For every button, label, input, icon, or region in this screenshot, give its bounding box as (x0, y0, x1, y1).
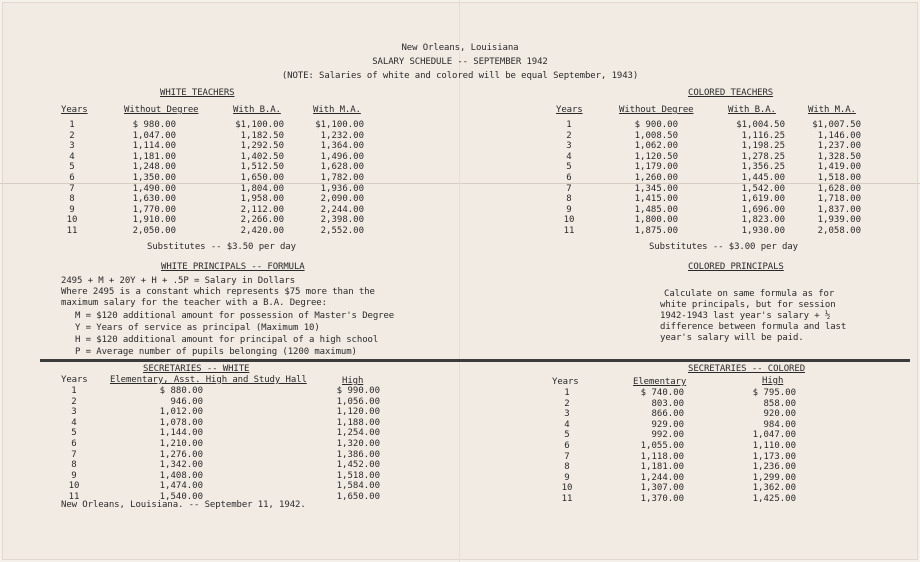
table-cell: 1,402.50 (240, 151, 284, 162)
table-cell: 6 (564, 440, 570, 451)
table-cell: 920.00 (763, 409, 796, 420)
table-cell: 2,420.00 (240, 225, 284, 236)
table-cell: 1,542.00 (741, 183, 785, 194)
table-cell: 1,260.00 (634, 172, 678, 183)
header-title: SALARY SCHEDULE -- SEPTEMBER 1942 (372, 57, 548, 67)
table-cell: 2,058.00 (817, 225, 861, 236)
table-cell: 10 (561, 483, 573, 494)
table-cell: 1,419.00 (817, 162, 861, 173)
table-cell: 1,628.00 (817, 183, 861, 194)
white-teachers-col-ba: With B.A. (233, 105, 281, 115)
table-cell: 1,628.00 (320, 162, 364, 173)
colored-teachers-with-ma (807, 120, 861, 237)
table-cell: 1,342.00 (159, 460, 203, 471)
table-cell: 3 (69, 141, 75, 152)
white-secretaries-high (326, 386, 380, 503)
table-cell: $1,100.00 (315, 120, 364, 130)
white-teachers-with-ma (308, 120, 364, 237)
colored-secretaries-high (744, 388, 796, 505)
white-principals-formula: 2495 + M + 20Y + H + .5P = Salary in Dollars (61, 276, 296, 286)
white-principals-y: Y = Years of service as principal (Maximum 10) (75, 323, 320, 333)
white-teachers-years (62, 120, 82, 237)
table-cell: 1,120.00 (336, 407, 380, 418)
table-cell: 1,047.00 (132, 130, 176, 141)
table-cell: 5 (566, 162, 572, 173)
table-cell: 1,278.25 (741, 151, 785, 162)
table-cell: $1,004.50 (736, 120, 785, 130)
table-cell: 1,232.00 (320, 130, 364, 141)
table-cell: 1,181.00 (132, 151, 176, 162)
table-cell: 1,875.00 (634, 225, 678, 236)
table-cell: 2,050.00 (132, 225, 176, 236)
table-cell: 1,236.00 (752, 462, 796, 473)
table-cell: 6 (69, 172, 75, 183)
table-cell: 1,930.00 (741, 225, 785, 236)
white-principals-h: H = $120 additional amount for principal of a high school (75, 335, 379, 345)
table-cell: 1,210.00 (159, 438, 203, 449)
table-cell: 1,292.50 (240, 141, 284, 152)
table-cell: 2,090.00 (320, 194, 364, 205)
table-cell: 1,116.25 (741, 130, 785, 141)
table-cell: 1,823.00 (741, 215, 785, 226)
white-secretaries-col-high: High (342, 376, 364, 386)
table-cell: 1,114.00 (132, 141, 176, 152)
fold-line-center (459, 0, 460, 562)
table-cell: 1,362.00 (752, 483, 796, 494)
table-cell: 1,512.50 (240, 162, 284, 173)
table-cell: 10 (563, 215, 575, 226)
table-cell: 5 (69, 162, 75, 173)
colored-teachers-col-years: Years (556, 105, 583, 115)
table-cell: 1,452.00 (336, 460, 380, 471)
table-cell: 7 (564, 451, 570, 462)
table-cell: $1,007.50 (812, 120, 861, 130)
table-cell: 1,008.50 (634, 130, 678, 141)
table-cell: 1,696.00 (741, 204, 785, 215)
table-cell: 1,120.50 (634, 151, 678, 162)
table-cell: 1 (71, 386, 77, 396)
table-cell: 2,112.00 (240, 204, 284, 215)
colored-secretaries-years (556, 388, 578, 505)
header-note: (NOTE: Salaries of white and colored will be equal September, 1943) (281, 71, 639, 81)
table-cell: $ 740.00 (640, 388, 684, 398)
table-cell: 1,237.00 (817, 141, 861, 152)
table-cell: 1,415.00 (634, 194, 678, 205)
table-cell: 3 (566, 141, 572, 152)
table-cell: 1 (564, 388, 570, 398)
table-cell: 1,012.00 (159, 407, 203, 418)
white-teachers-col-ma: With M.A. (313, 105, 361, 115)
table-cell: 1,770.00 (132, 204, 176, 215)
white-teachers-heading: WHITE TEACHERS (160, 88, 235, 98)
table-cell: $ 980.00 (132, 120, 176, 130)
table-cell: 6 (71, 438, 77, 449)
colored-teachers-heading: COLORED TEACHERS (688, 88, 774, 98)
table-cell: 1,055.00 (640, 440, 684, 451)
table-cell: 7 (69, 183, 75, 194)
colored-principals-line-3: 1942-1943 last year's salary + ½ (660, 311, 831, 321)
table-cell: 1,118.00 (640, 451, 684, 462)
table-cell: 1,299.00 (752, 472, 796, 483)
table-cell: 2,552.00 (320, 225, 364, 236)
table-cell: 1 (69, 120, 75, 130)
table-cell: 1,276.00 (159, 449, 203, 460)
colored-secretaries-col-years: Years (552, 377, 579, 387)
white-secretaries-years (63, 386, 85, 503)
table-cell: 1,047.00 (752, 430, 796, 441)
table-cell: 1,910.00 (132, 215, 176, 226)
colored-principals-line-2: white principals, but for session (660, 300, 836, 310)
table-cell: 1,490.00 (132, 183, 176, 194)
table-cell: $ 990.00 (336, 386, 380, 396)
table-cell: $1,100.00 (235, 120, 284, 130)
table-cell: 1,062.00 (634, 141, 678, 152)
table-cell: 1,356.25 (741, 162, 785, 173)
table-cell: 858.00 (763, 398, 796, 409)
section-divider (40, 359, 910, 362)
table-cell: 1,181.00 (640, 462, 684, 473)
table-cell: 1,110.00 (752, 440, 796, 451)
white-principals-m: M = $120 additional amount for possession of Master's Degree (75, 311, 395, 321)
table-cell: 1,584.00 (336, 481, 380, 492)
table-cell: 4 (71, 417, 77, 428)
table-cell: 11 (66, 225, 78, 236)
table-cell: 2,266.00 (240, 215, 284, 226)
white-secretaries-col-years: Years (61, 375, 88, 385)
colored-secretaries-heading: SECRETARIES -- COLORED (688, 364, 806, 374)
table-cell: 1,445.00 (741, 172, 785, 183)
colored-principals-line-1: Calculate on same formula as for (664, 289, 835, 299)
table-cell: 1,936.00 (320, 183, 364, 194)
table-cell: 2 (69, 130, 75, 141)
table-cell: 1,056.00 (336, 396, 380, 407)
table-cell: 1,350.00 (132, 172, 176, 183)
table-cell: 1,958.00 (240, 194, 284, 205)
white-principals-desc-2: maximum salary for the teacher with a B.A. Degree: (61, 298, 327, 308)
table-cell: 1,307.00 (640, 483, 684, 494)
table-cell: $ 880.00 (159, 386, 203, 396)
table-cell: 946.00 (170, 396, 203, 407)
white-teachers-with-ba (226, 120, 284, 237)
white-principals-p: P = Average number of pupils belonging (1200 maximum) (75, 347, 357, 357)
colored-teachers-col-ba: With B.A. (728, 105, 776, 115)
table-cell: 1,182.50 (240, 130, 284, 141)
table-cell: 1,345.00 (634, 183, 678, 194)
table-cell: 1,254.00 (336, 428, 380, 439)
table-cell: 1,800.00 (634, 215, 678, 226)
table-cell: 1,320.00 (336, 438, 380, 449)
table-cell: 1,146.00 (817, 130, 861, 141)
colored-teachers-col-ma: With M.A. (808, 105, 856, 115)
colored-secretaries-col-elem: Elementary (633, 377, 687, 387)
footer-signature: New Orleans, Louisiana. -- September 11, 1942. (61, 500, 306, 510)
table-cell: 1,370.00 (640, 493, 684, 504)
colored-principals-heading: COLORED PRINCIPALS (688, 262, 784, 272)
table-cell: 10 (66, 215, 78, 226)
colored-substitutes: Substitutes -- $3.00 per day (649, 242, 798, 252)
header-city: New Orleans, Louisiana (401, 43, 519, 53)
colored-teachers-years (559, 120, 579, 237)
table-cell: 8 (69, 194, 75, 205)
table-cell: 4 (69, 151, 75, 162)
table-cell: 1 (566, 120, 572, 130)
table-cell: 1,485.00 (634, 204, 678, 215)
table-cell: 9 (71, 470, 77, 481)
table-cell: 6 (566, 172, 572, 183)
table-cell: 2 (71, 396, 77, 407)
table-cell: 803.00 (651, 398, 684, 409)
table-cell: 1,328.50 (817, 151, 861, 162)
white-principals-heading: WHITE PRINCIPALS -- FORMULA (161, 262, 305, 272)
table-cell: 7 (71, 449, 77, 460)
table-cell: 11 (561, 493, 573, 504)
table-cell: 10 (68, 481, 80, 492)
table-cell: 8 (71, 460, 77, 471)
colored-teachers-without-degree (616, 120, 678, 237)
table-cell: 984.00 (763, 419, 796, 430)
white-principals-desc-1: Where 2495 is a constant which represents $75 more than the (61, 287, 375, 297)
table-cell: 7 (566, 183, 572, 194)
table-cell: 2,398.00 (320, 215, 364, 226)
white-secretaries-heading: SECRETARIES -- WHITE (143, 364, 250, 374)
table-cell: 1,630.00 (132, 194, 176, 205)
table-cell: 4 (566, 151, 572, 162)
table-cell: 3 (564, 409, 570, 420)
table-cell: 1,650.00 (336, 491, 380, 502)
table-cell: 1,386.00 (336, 449, 380, 460)
colored-teachers-with-ba (727, 120, 785, 237)
colored-teachers-col-without: Without Degree (619, 105, 694, 115)
table-cell: 1,782.00 (320, 172, 364, 183)
colored-principals-line-5: year's salary will be paid. (660, 333, 804, 343)
white-teachers-without-degree (112, 120, 176, 237)
table-cell: 1,179.00 (634, 162, 678, 173)
table-cell: 929.00 (651, 419, 684, 430)
table-cell: 11 (68, 491, 80, 502)
table-cell: 9 (69, 204, 75, 215)
table-cell: 1,718.00 (817, 194, 861, 205)
table-cell: 11 (563, 225, 575, 236)
table-cell: 1,188.00 (336, 417, 380, 428)
table-cell: 2 (566, 130, 572, 141)
table-cell: 1,078.00 (159, 417, 203, 428)
table-cell: 1,173.00 (752, 451, 796, 462)
white-secretaries-elementary (150, 386, 203, 503)
table-cell: 2 (564, 398, 570, 409)
colored-principals-line-4: difference between formula and last (660, 322, 847, 332)
table-cell: 1,518.00 (817, 172, 861, 183)
table-cell: 9 (566, 204, 572, 215)
table-cell: 1,804.00 (240, 183, 284, 194)
table-cell: 1,248.00 (132, 162, 176, 173)
table-cell: 4 (564, 419, 570, 430)
table-cell: 1,198.25 (741, 141, 785, 152)
table-cell: $ 900.00 (634, 120, 678, 130)
table-cell: 5 (564, 430, 570, 441)
table-cell: 1,496.00 (320, 151, 364, 162)
white-teachers-col-without: Without Degree (124, 105, 199, 115)
table-cell: 3 (71, 407, 77, 418)
table-cell: 1,837.00 (817, 204, 861, 215)
table-cell: 8 (564, 462, 570, 473)
table-cell: 1,518.00 (336, 470, 380, 481)
table-cell: 8 (566, 194, 572, 205)
table-cell: 2,244.00 (320, 204, 364, 215)
white-teachers-col-years: Years (61, 105, 88, 115)
table-cell: 1,540.00 (159, 491, 203, 502)
table-cell: 1,425.00 (752, 493, 796, 504)
table-cell: 1,244.00 (640, 472, 684, 483)
table-cell: 1,474.00 (159, 481, 203, 492)
colored-secretaries-elementary (634, 388, 684, 505)
table-cell: 1,364.00 (320, 141, 364, 152)
table-cell: 9 (564, 472, 570, 483)
table-cell: 1,408.00 (159, 470, 203, 481)
table-cell: 992.00 (651, 430, 684, 441)
colored-secretaries-col-high: High (762, 376, 784, 386)
white-substitutes: Substitutes -- $3.50 per day (147, 242, 296, 252)
white-secretaries-col-elem: Elementary, Asst. High and Study Hall (110, 375, 307, 385)
table-cell: 1,650.00 (240, 172, 284, 183)
table-cell: $ 795.00 (752, 388, 796, 398)
table-cell: 5 (71, 428, 77, 439)
table-cell: 1,144.00 (159, 428, 203, 439)
table-cell: 1,939.00 (817, 215, 861, 226)
table-cell: 866.00 (651, 409, 684, 420)
table-cell: 1,619.00 (741, 194, 785, 205)
